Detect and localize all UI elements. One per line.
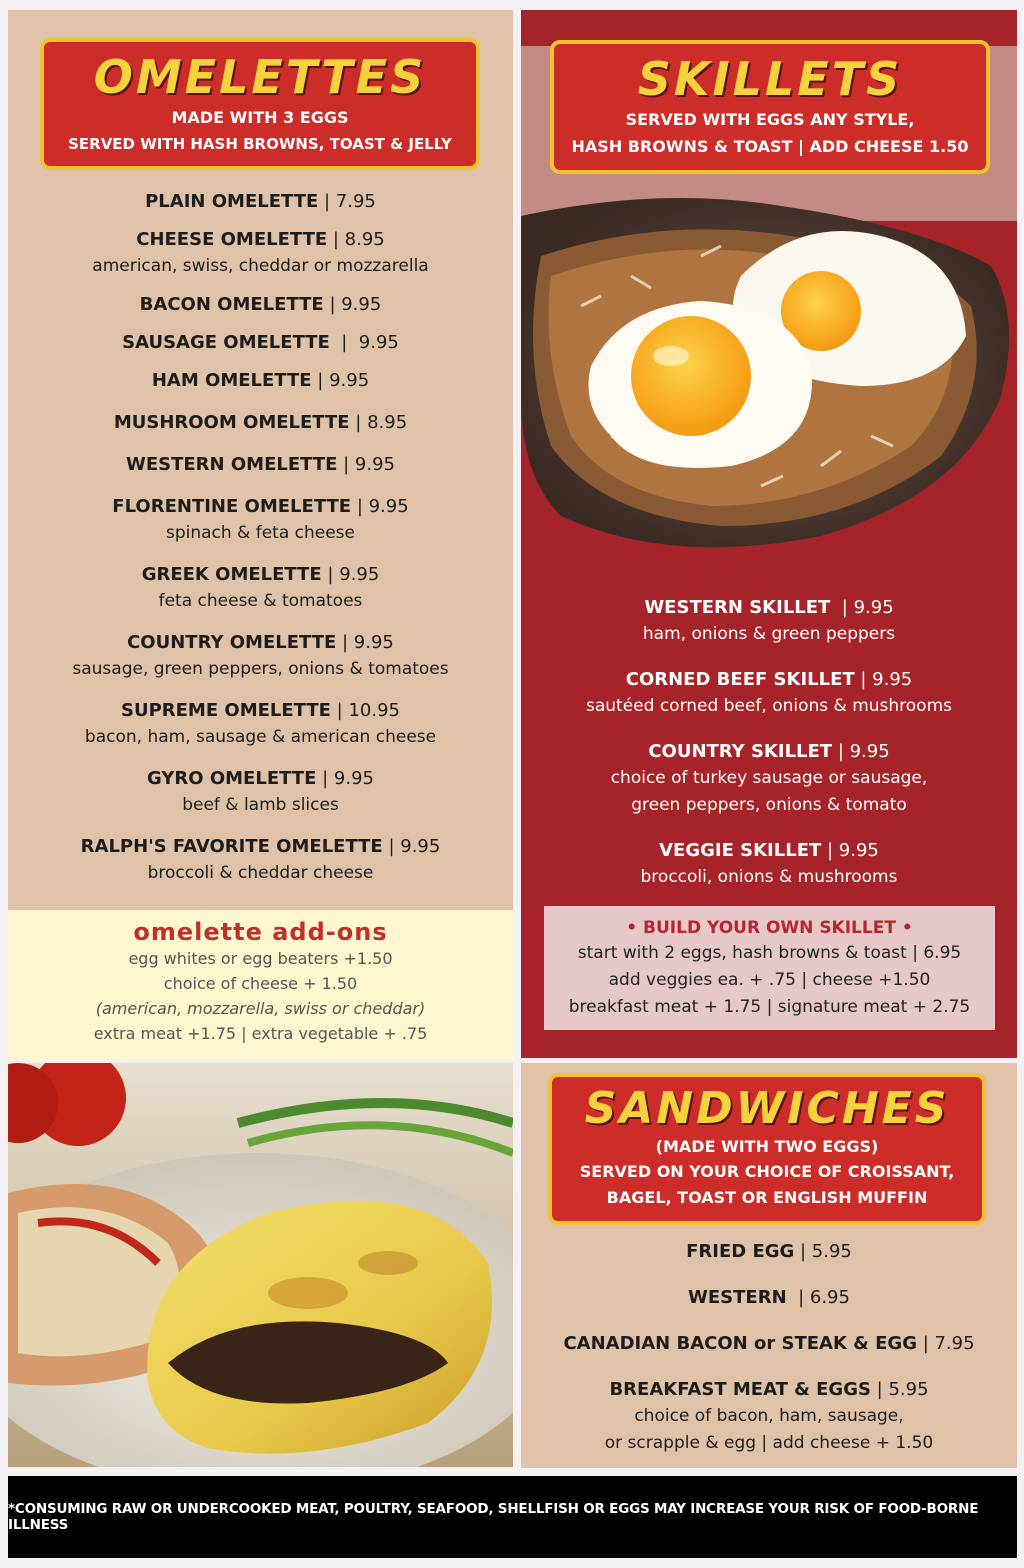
menu-item-description: broccoli & cheddar cheese: [147, 863, 374, 883]
menu-item-name: BREAKFAST MEAT & EGGS: [609, 1379, 871, 1400]
menu-item-description: ham, onions & green peppers: [642, 624, 896, 644]
menu-item-name: COUNTRY OMELETTE: [127, 632, 337, 653]
addons-line: egg whites or egg beaters +1.50: [128, 949, 393, 968]
addons-title: omelette add-ons: [133, 918, 388, 946]
skillets-subtitle-1: SERVED WITH EGGS ANY STYLE,: [625, 110, 915, 129]
menu-item-name: BACON OMELETTE: [139, 294, 324, 315]
menu-item-name: GREEK OMELETTE: [141, 564, 322, 585]
menu-item-name: CORNED BEEF SKILLET: [625, 669, 855, 690]
menu-item-name: FRIED EGG: [686, 1241, 795, 1262]
skillet-list: [521, 594, 1017, 891]
menu-item-description: beef & lamb slices: [182, 795, 339, 815]
sandwiches-subtitle-1: (MADE WITH TWO EGGS): [655, 1137, 879, 1156]
byo-title: • BUILD YOUR OWN SKILLET •: [626, 918, 913, 938]
menu-item-name: MUSHROOM OMELETTE: [113, 412, 350, 433]
menu-item-price: | 5.95: [870, 1379, 929, 1400]
skillets-subtitle-2: HASH BROWNS & TOAST | ADD CHEESE 1.50: [571, 137, 969, 156]
menu-item-price: | 7.95: [318, 191, 376, 212]
menu-item-description: choice of turkey sausage or sausage,: [610, 768, 928, 788]
skillet-illustration: [521, 196, 1017, 556]
omelette-photo: [8, 1063, 513, 1467]
omelettes-title: OMELETTES: [93, 50, 427, 104]
menu-item: [521, 1238, 1017, 1265]
menu-item-price: | 9.95: [351, 496, 409, 517]
omelette-list: [8, 188, 513, 887]
build-your-own-skillet-box: [544, 906, 995, 1030]
sandwiches-banner: [548, 1073, 986, 1225]
menu-item-price: | 9.95: [821, 840, 879, 861]
menu-item: [8, 188, 513, 215]
menu-item-price: | 9.95: [830, 597, 894, 618]
menu-item-name: FLORENTINE OMELETTE: [112, 496, 352, 517]
menu-item-price: | 9.95: [832, 741, 890, 762]
addons-line: (american, mozzarella, swiss or cheddar): [95, 999, 426, 1018]
skillet-photo: [521, 196, 1017, 556]
menu-item-name: CHEESE OMELETTE: [136, 229, 328, 250]
menu-item-name: COUNTRY SKILLET: [648, 741, 833, 762]
menu-item-description: spinach & feta cheese: [165, 523, 356, 543]
omelettes-banner: [40, 38, 480, 170]
menu-item: [8, 561, 513, 615]
footer-warning-bar: [8, 1476, 1017, 1558]
menu-item-name: GYRO OMELETTE: [147, 768, 317, 789]
menu-item-price: | 9.95: [337, 454, 395, 475]
menu-item-name: PLAIN OMELETTE: [145, 191, 319, 212]
menu-item: [521, 837, 1017, 891]
menu-item: [521, 738, 1017, 819]
menu-item-description: feta cheese & tomatoes: [158, 591, 363, 611]
menu-item-price: | 6.95: [786, 1287, 850, 1308]
addons-line: extra meat +1.75 | extra vegetable + .75: [93, 1024, 428, 1043]
menu-item-price: | 9.95: [321, 564, 380, 585]
menu-item: [8, 697, 513, 751]
addons-line: choice of cheese + 1.50: [163, 974, 358, 993]
menu-item: [8, 493, 513, 547]
byo-line: add veggies ea. + .75 | cheese +1.50: [608, 970, 931, 990]
menu-item-name: RALPH'S FAVORITE OMELETTE: [80, 836, 383, 857]
menu-item-description: or scrapple & egg | add cheese + 1.50: [604, 1433, 934, 1453]
menu-item-description: bacon, ham, sausage & american cheese: [84, 727, 437, 747]
menu-item-name: VEGGIE SKILLET: [659, 840, 822, 861]
sandwiches-title: SANDWICHES: [584, 1083, 950, 1134]
menu-item: [8, 833, 513, 887]
menu-item-price: | 9.95: [336, 632, 394, 653]
byo-line: start with 2 eggs, hash browns & toast | 6.95: [577, 943, 962, 963]
menu-item-price: | 9.95: [323, 294, 382, 315]
menu-item: [8, 367, 513, 394]
menu-item: [8, 409, 513, 436]
menu-item-price: | 9.95: [311, 370, 370, 391]
menu-item: [8, 226, 513, 280]
menu-item: [8, 291, 513, 318]
menu-item-description: choice of bacon, ham, sausage,: [634, 1406, 904, 1426]
menu-item-name: SAUSAGE OMELETTE: [122, 332, 330, 353]
omelettes-subtitle-1: MADE WITH 3 EGGS: [171, 108, 349, 127]
menu-item: [521, 1284, 1017, 1311]
menu-item: [8, 629, 513, 683]
menu-item: [521, 1330, 1017, 1357]
menu-item-price: | 9.95: [329, 332, 399, 353]
menu-item-description: broccoli, onions & mushrooms: [640, 867, 898, 887]
menu-item-name: WESTERN OMELETTE: [125, 454, 338, 475]
menu-item-price: | 8.95: [327, 229, 385, 250]
menu-item-name: CANADIAN BACON or STEAK & EGG: [563, 1333, 917, 1354]
omelettes-subtitle-2: SERVED WITH HASH BROWNS, TOAST & JELLY: [68, 135, 452, 153]
menu-item-name: WESTERN: [688, 1287, 787, 1308]
menu-item: [8, 329, 513, 356]
omelette-illustration: [8, 1063, 513, 1467]
sandwiches-subtitle-2: SERVED ON YOUR CHOICE OF CROISSANT,: [579, 1162, 955, 1181]
menu-item: [8, 765, 513, 819]
menu-item-price: | 9.95: [854, 669, 913, 690]
menu-item-price: | 9.95: [316, 768, 374, 789]
menu-item: [8, 451, 513, 478]
menu-item-price: | 7.95: [916, 1333, 975, 1354]
byo-line: breakfast meat + 1.75 | signature meat + 2.75: [568, 997, 971, 1017]
menu-item-price: | 9.95: [382, 836, 441, 857]
menu-item-description: american, swiss, cheddar or mozzarella: [92, 256, 429, 276]
menu-item-price: | 8.95: [349, 412, 408, 433]
menu-item-description: sausage, green peppers, onions & tomatoes: [72, 659, 449, 679]
skillets-banner: [550, 40, 990, 174]
menu-item-description: sautéed corned beef, onions & mushrooms: [586, 696, 952, 716]
menu-item-price: | 5.95: [794, 1241, 852, 1262]
sandwiches-subtitle-3: BAGEL, TOAST OR ENGLISH MUFFIN: [606, 1188, 928, 1207]
food-safety-warning: *CONSUMING RAW OR UNDERCOOKED MEAT, POULTRY, SEAFOOD, SHELLFISH OR EGGS MAY INCREASE YOUR RISK OF FOOD-BORNE ILLNESS: [8, 1501, 979, 1533]
omelette-addons-box: [8, 910, 513, 1060]
menu-item-price: | 10.95: [330, 700, 400, 721]
skillets-title: SKILLETS: [637, 52, 903, 106]
menu-item-name: WESTERN SKILLET: [644, 597, 831, 618]
menu-item: [521, 594, 1017, 648]
menu-item-description: green peppers, onions & tomato: [631, 795, 907, 815]
sandwich-list: [521, 1238, 1017, 1457]
menu-item: [521, 1376, 1017, 1457]
menu-item-name: HAM OMELETTE: [151, 370, 312, 391]
menu-item-name: SUPREME OMELETTE: [121, 700, 331, 721]
menu-item: [521, 666, 1017, 720]
